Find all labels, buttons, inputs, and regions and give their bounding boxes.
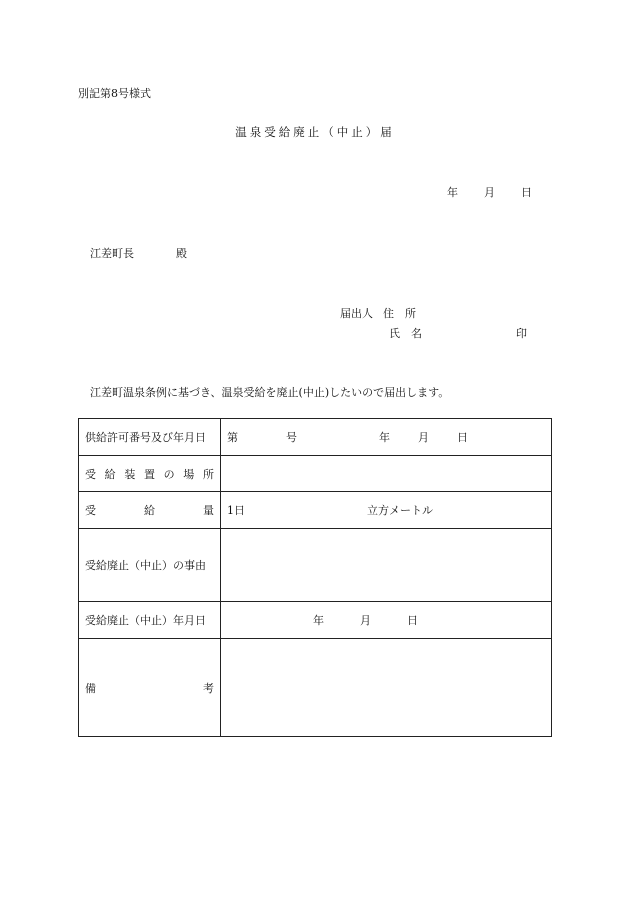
address-label: 住 所 [383,307,416,320]
table-date-month: 月 [360,614,371,627]
date-label: 受給廃止（中止）年月日 [79,602,221,639]
applicant-address [340,305,416,321]
document-title: 温泉受給廃止（中止）届 [235,125,395,139]
applicant-name: 氏 名 [389,327,422,340]
addressee-honorific: 殿 [176,247,187,260]
quantity-value [221,492,552,529]
seal-mark: 印 [516,327,527,340]
submission-date [447,184,532,200]
addressee-name: 江差町長 [90,247,134,260]
location-value [221,456,552,492]
table-row [79,602,552,639]
quantity-day-prefix: 1日 [227,504,245,517]
permit-day: 日 [457,431,468,444]
remarks-label-text: 備 考 [85,681,214,695]
form-reference: 別記第8号様式 [78,87,151,100]
permit-year: 年 [379,431,390,444]
permit-go: 号 [286,431,297,444]
quantity-label [79,492,221,529]
location-label-text: 受 給 装 置 の 場 所 [85,467,214,481]
remarks-value [221,639,552,737]
statement-text: 江差町温泉条例に基づき、温泉受給を廃止(中止)したいので届出します。 [90,386,450,399]
date-day: 日 [521,186,532,199]
table-row [79,419,552,456]
table-date-year: 年 [313,614,324,627]
reason-label: 受給廃止（中止）の事由 [79,529,221,602]
table-row [79,456,552,492]
quantity-label-text: 受 給 量 [85,504,214,517]
reason-value [221,529,552,602]
permit-month: 月 [418,431,429,444]
addressee [90,245,187,261]
date-month: 月 [484,186,495,199]
quantity-unit: 立方メートル [367,504,433,517]
permit-label: 供給許可番号及び年月日 [79,419,221,456]
table-date-day: 日 [407,614,418,627]
application-table [78,418,552,737]
remarks-label [79,639,221,737]
date-year: 年 [447,186,458,199]
applicant-role-label: 届出人 [340,307,373,320]
table-row [79,639,552,737]
permit-value [221,419,552,456]
table-row [79,492,552,529]
date-value [221,602,552,639]
location-label [79,456,221,492]
permit-dai: 第 [227,431,238,444]
table-row [79,529,552,602]
